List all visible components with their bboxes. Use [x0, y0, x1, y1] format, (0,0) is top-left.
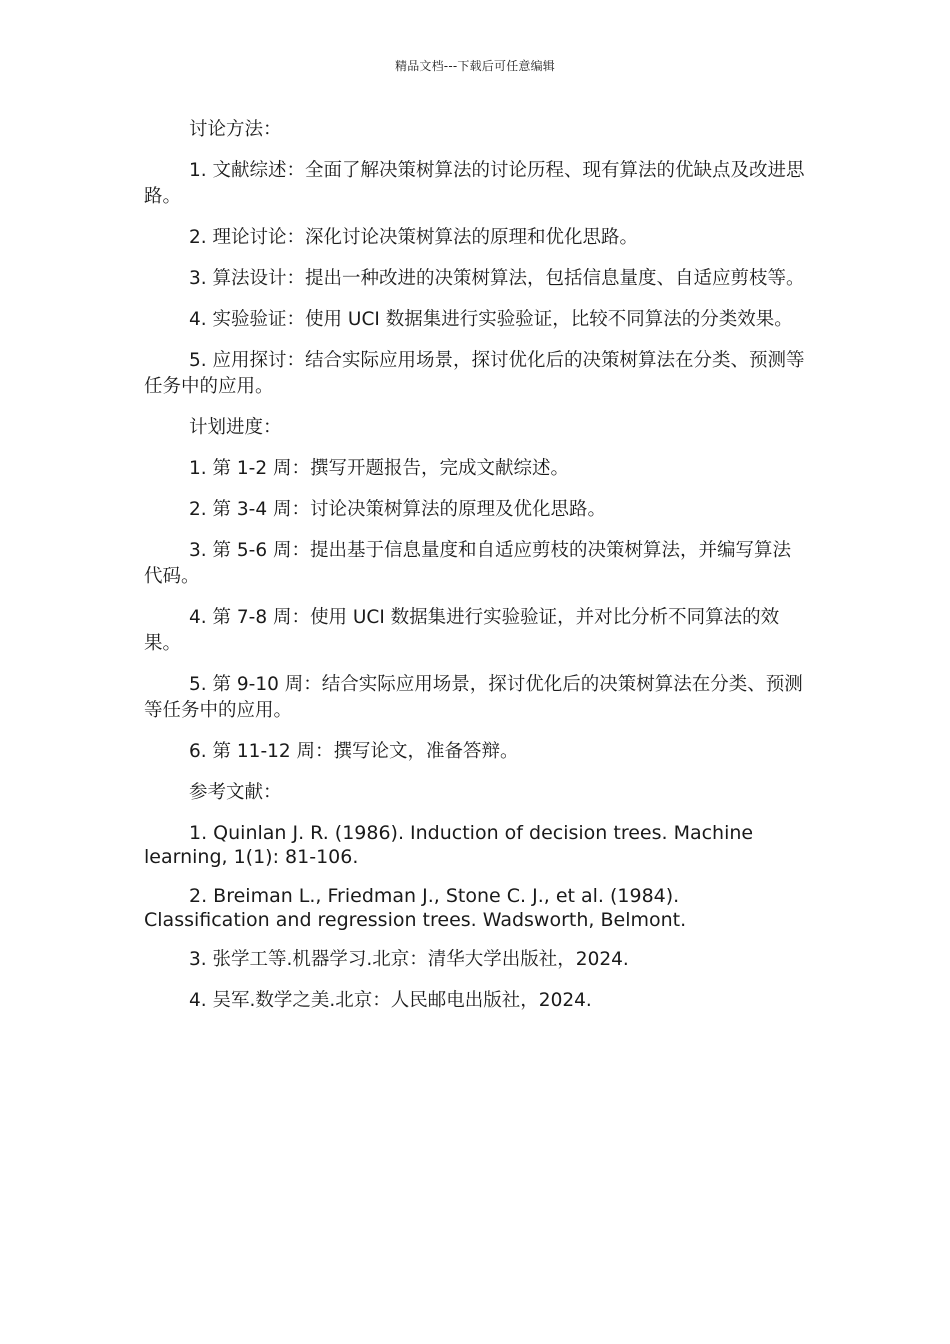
methods-item: 1. 文献综述：全面了解决策树算法的讨论历程、现有算法的优缺点及改进思路。	[144, 160, 805, 207]
methods-item: 2. 理论讨论：深化讨论决策树算法的原理和优化思路。	[189, 227, 639, 248]
schedule-item: 1. 第 1-2 周：撰写开题报告，完成文献综述。	[189, 458, 570, 479]
methods-item: 3. 算法设计：提出一种改进的决策树算法，包括信息量度、自适应剪枝等。	[189, 268, 805, 289]
methods-item: 5. 应用探讨：结合实际应用场景，探讨优化后的决策树算法在分类、预测等任务中的应用。	[144, 350, 805, 397]
schedule-item: 4. 第 7-8 周：使用 UCI 数据集进行实验验证，并对比分析不同算法的效果。	[144, 607, 780, 654]
schedule-item: 3. 第 5-6 周：提出基于信息量度和自适应剪枝的决策树算法，并编写算法代码。	[144, 540, 792, 587]
schedule-item: 5. 第 9-10 周：结合实际应用场景，探讨优化后的决策树算法在分类、预测等任务中的应用。	[144, 674, 803, 721]
methods-item: 4. 实验验证：使用 UCI 数据集进行实验验证，比较不同算法的分类效果。	[189, 309, 793, 330]
page-header: 精品文档---下载后可任意编辑	[395, 59, 555, 73]
methods-heading: 讨论方法：	[189, 119, 282, 140]
reference-item: 2. Breiman L., Friedman J., Stone C. J., et al. (1984). Classification and regression trees. Wadsworth, Belmont.	[144, 885, 687, 931]
references-heading: 参考文献：	[189, 782, 282, 803]
reference-item: 1. Quinlan J. R. (1986). Induction of decision trees. Machine learning, 1(1): 81-106.	[144, 822, 754, 868]
reference-item: 3. 张学工等.机器学习.北京：清华大学出版社，2024.	[189, 949, 629, 970]
schedule-heading: 计划进度：	[189, 417, 282, 438]
reference-item: 4. 吴军.数学之美.北京：人民邮电出版社，2024.	[189, 990, 592, 1011]
schedule-item: 2. 第 3-4 周：讨论决策树算法的原理及优化思路。	[189, 499, 607, 520]
schedule-item: 6. 第 11-12 周：撰写论文，准备答辩。	[189, 741, 519, 762]
document-body	[144, 117, 808, 1029]
